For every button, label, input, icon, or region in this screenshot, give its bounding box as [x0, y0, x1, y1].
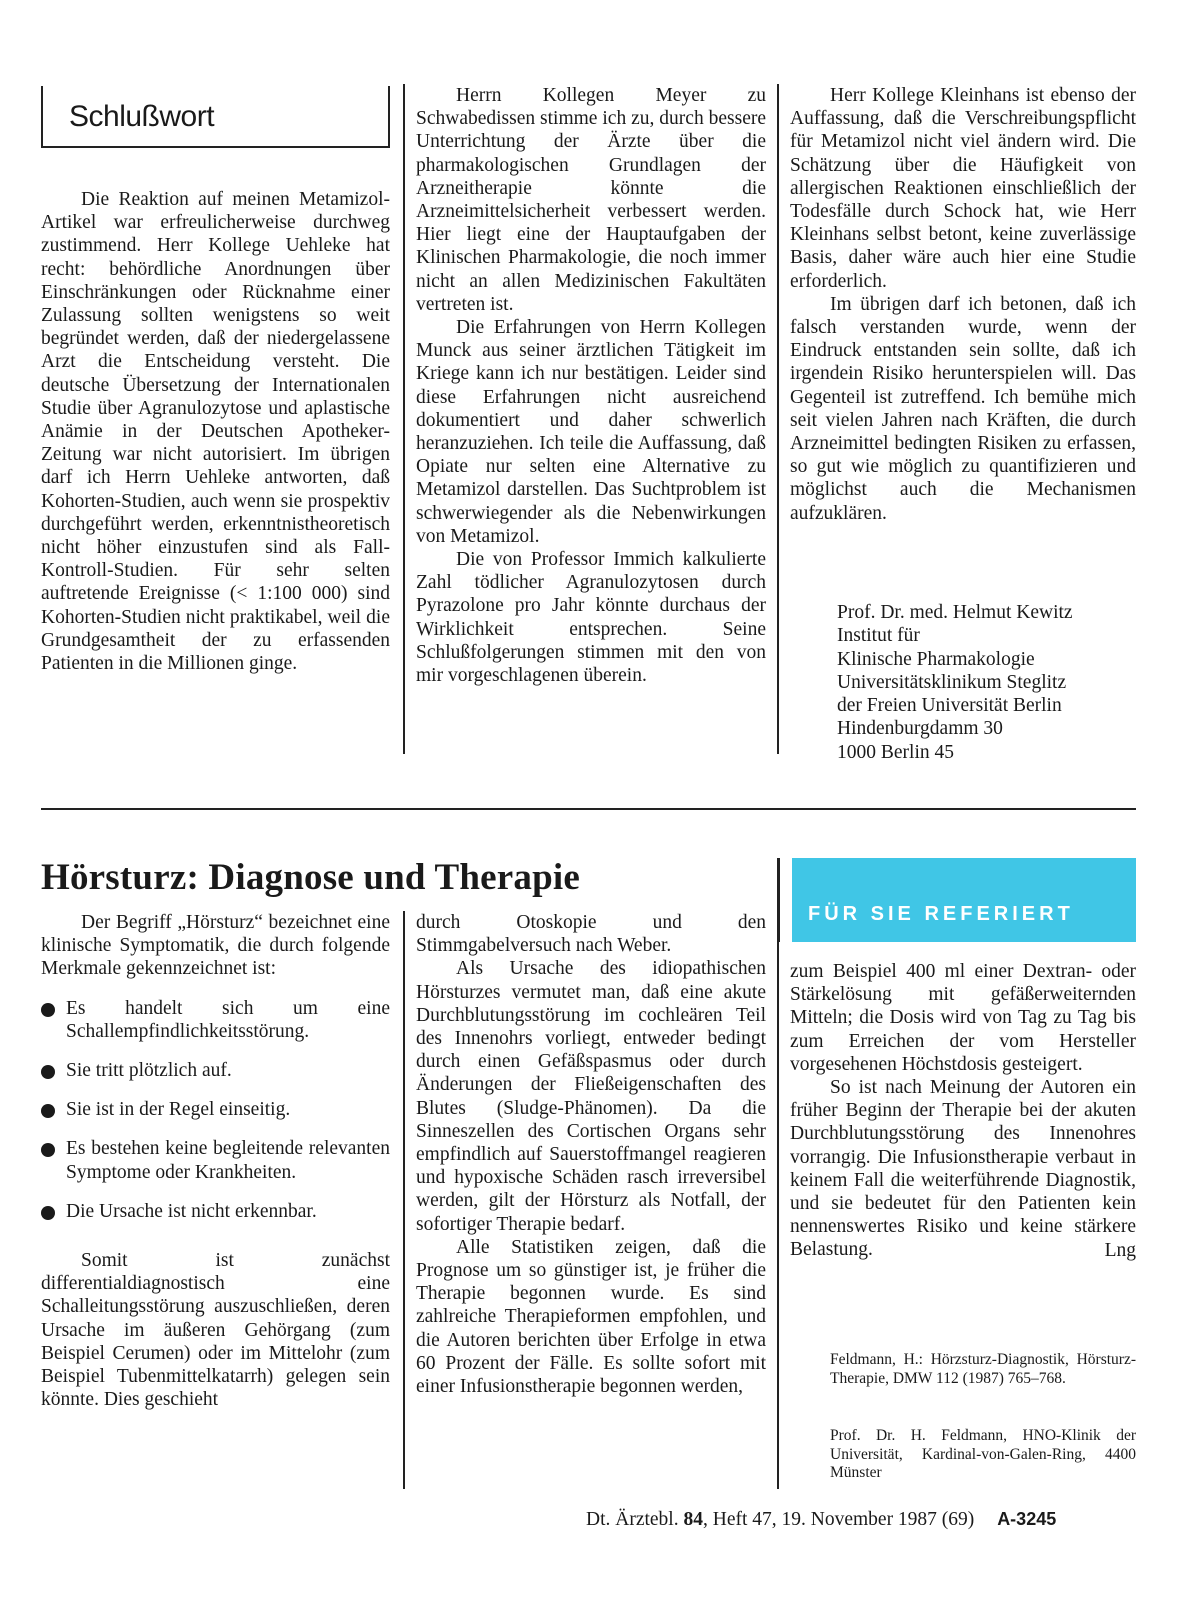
list-item: [41, 1098, 390, 1121]
list-item-text: Sie tritt plötzlich auf.: [66, 1060, 232, 1082]
list-item: [41, 1137, 390, 1183]
page-footer: [586, 1509, 1056, 1531]
bullet-icon: [41, 1206, 55, 1220]
bullet-icon: [41, 1003, 55, 1017]
hoersturz-paragraph: zum Beispiel 400 ml einer Dextran- oder Stärkelösung mit gefäßerweiternden Mitteln; die Dosis wird von Tag zu Tag bis zum Erreichen der vom Hersteller vorgesehenen Höchstdosis gesteigert.: [790, 961, 1136, 1075]
schlusswort-paragraph: Die Erfahrungen von Herrn Kollegen Munck aus seiner ärztlichen Tätigkeit im Kriege kann ich nur bestätigen. Leider sind diese Erfahrungen nicht ausreichend dokumentiert und daher schwerlich heranzuziehen. Ich teile die Auffassung, daß Opiate nur selten eine Alternative zu Metamizol darstellen. Das Suchtproblem ist schwerwiegender als die Nebenwirkungen von Metamizol.: [416, 317, 766, 547]
schlusswort-paragraph: Die Reaktion auf meinen Metamizol-Artikel war erfreulicherweise durchweg zustimmend. Herr Kollege Uehleke hat recht: behördliche Anordnungen über Einschränkungen oder Rücknahme einer Zulassung sollten wenigstens so weit begründet werden, daß der niedergelassene Arzt die Entscheidung versteht. Die deutsche Übersetzung der Internationalen Studie über Agranulozytose und aplastische Anämie in der Deutschen Apotheker-Zeitung war nicht autorisiert. Im übrigen darf ich Herrn Uehleke antworten, daß Kohorten-Studien, auch wenn sie prospektiv durchgeführt werden, erkenntnistheoretisch nicht höher einzustufen sind als Fall-Kontroll-Studien. Für sehr selten auftretende Ereignisse (< 1:100 000) sind Kohorten-Studien nicht praktikabel, weil die Grundgesamtheit der zu erfassenden Patienten in die Millionen ginge.: [41, 189, 390, 675]
list-item: [41, 997, 390, 1043]
signature-line: Prof. Dr. med. Helmut Kewitz: [837, 602, 1073, 623]
list-item: [41, 1200, 390, 1223]
column-divider: [777, 858, 779, 1489]
literature-reference: Feldmann, H.: Hörzsturz-Diagnostik, Hörsturz-Therapie, DMW 112 (1987) 765–768.: [830, 1351, 1136, 1387]
signature-line: Universitätsklinikum Steglitz: [837, 671, 1067, 693]
hoersturz-paragraph: So ist nach Meinung der Autoren ein früher Beginn der Therapie bei der akuten Durchblutungsstörung des Innenohres vorrangig. Die Infusionstherapie verbaut in keinem Fall die weiterführende Diagnostik, und sie bedeutet für den Patienten kein nennenswertes Risiko und keine stärkere Belastung.: [790, 1077, 1136, 1261]
hoersturz-column-3: [790, 960, 1136, 1262]
article-headline: Hörsturz: Diagnose und Therapie: [41, 857, 580, 898]
schlusswort-paragraph: Die von Professor Immich kalkulierte Zahl tödlicher Agranulozytosen durch Pyrazolone pro Jahr könnte durchaus der Wirklichkeit entsprechen. Seine Schlußfolgerungen stimmen mit den von mir vorgeschlagenen überein.: [416, 549, 766, 687]
column-divider: [403, 911, 405, 1489]
list-item: [41, 1059, 390, 1082]
hoersturz-column-1: [41, 911, 390, 1411]
schlusswort-column-1: [41, 188, 390, 675]
list-item-text: Es handelt sich um eine Schallempfindlichkeitsstörung.: [66, 997, 390, 1042]
intro-paragraph: Der Begriff „Hörsturz“ bezeichnet eine klinische Symptomatik, die durch folgende Merkmale gekennzeichnet ist:: [41, 912, 390, 980]
hoersturz-paragraph: Alle Statistiken zeigen, daß die Prognose um so günstiger ist, je früher die Therapie begonnen wurde. Es sind zahlreiche Therapieformen empfohlen, und die Autoren berichten über Erfolge in etwa 60 Prozent der Fälle. Es sollte sofort mit einer Infusionstherapie begonnen werden,: [416, 1236, 766, 1398]
section-badge-label: FÜR SIE REFERIERT: [808, 903, 1074, 925]
bullet-icon: [41, 1065, 55, 1079]
author-initials: Lng: [1104, 1239, 1136, 1261]
schlusswort-title-box: [41, 86, 390, 148]
list-item-text: Es bestehen keine begleitende relevanten Symptome oder Krankheiten.: [66, 1138, 390, 1183]
schlusswort-paragraph: Herrn Kollegen Meyer zu Schwabedissen stimme ich zu, durch bessere Unterrichtung der Ärzte über die pharmakologischen Grundlagen der Arzneitherapie könnte die Arzneimittelsicherheit verbessert werden. Hier liegt eine der Hauptaufgaben der Klinischen Pharmakologie, die noch immer nicht an allen Medizinischen Fakultäten vertreten ist.: [416, 85, 766, 315]
journal-volume: 84: [683, 1509, 703, 1530]
journal-name: Dt. Ärztebl.: [586, 1509, 679, 1530]
page-number: A-3245: [997, 1509, 1057, 1529]
column-divider: [403, 84, 405, 754]
bullet-icon: [41, 1104, 55, 1118]
bullet-icon: [41, 1143, 55, 1157]
column-divider: [777, 84, 779, 754]
schlusswort-paragraph: Herr Kollege Kleinhans ist ebenso der Auffassung, daß die Verschreibungspflicht für Metamizol nicht viel ändern wird. Die Schätzung über die Häufigkeit von allergischen Reaktionen einschließlich der Todesfälle durch Schock hat, wie Herr Kleinhans selbst betont, keine zuverlässige Basis, daher wäre auch hier eine Studie erforderlich.: [790, 85, 1136, 292]
schlusswort-column-2: [416, 84, 766, 687]
signature-line: der Freien Universität Berlin: [837, 695, 1062, 717]
schlusswort-paragraph: Im übrigen darf ich betonen, daß ich falsch verstanden wurde, wenn der Eindruck entstanden sein sollte, daß ich irgendein Risiko herunterspielen will. Das Gegenteil ist zutreffend. Ich bemühe mich seit vielen Jahren nach Kräften, die durch Arzneimittel bedingten Risiken zu erfassen, so gut wie möglich zu quantifizieren und möglichst auch die Mechanismen aufzuklären.: [790, 293, 1136, 524]
schlusswort-title: Schlußwort: [69, 100, 215, 133]
journal-issue: , Heft 47, 19. November 1987 (69): [702, 1509, 975, 1530]
hoersturz-paragraph: durch Otoskopie und den Stimmgabelversuch nach Weber.: [416, 912, 766, 957]
signature-line: Institut für: [837, 625, 920, 647]
section-divider: [41, 808, 1136, 810]
schlusswort-column-3: [790, 84, 1136, 525]
signature-line: 1000 Berlin 45: [837, 741, 954, 763]
signature-line: Klinische Pharmakologie: [837, 648, 1035, 670]
hoersturz-column-2: [416, 911, 766, 1398]
list-item-text: Die Ursache ist nicht erkennbar.: [66, 1200, 317, 1222]
hoersturz-paragraph: Als Ursache des idiopathischen Hörsturzes vermutet man, daß eine akute Durchblutungsstörung im cochleären Teil des Innenohrs vorliegt, entweder bedingt durch einen Gefäßspasmus oder durch Änderungen der Fließeigenschaften des Blutes (Sludge-Phänomen). Da die Sinneszellen des Cortischen Organs sehr empfindlich auf Sauerstoffmangel reagieren und hypoxische Schäden rasch irreversibel werden, gilt der Hörsturz als Notfall, der sofortiger Therapie bedarf.: [416, 958, 766, 1235]
section-badge: [792, 858, 1136, 942]
author-signature: [837, 601, 1073, 764]
author-address: Prof. Dr. H. Feldmann, HNO-Klinik der Universität, Kardinal-von-Galen-Ring, 4400 Münster: [830, 1427, 1136, 1481]
signature-line: Hindenburgdamm 30: [837, 718, 1003, 740]
list-item-text: Sie ist in der Regel einseitig.: [66, 1099, 291, 1121]
hoersturz-paragraph: Somit ist zunächst differentialdiagnostisch eine Schalleitungsstörung auszuschließen, deren Ursache im äußeren Gehörgang (zum Beispiel Cerumen) oder im Mittelohr (zum Beispiel Tubenmittelkatarrh) gelegen sein könnte. Dies geschieht: [41, 1250, 390, 1411]
